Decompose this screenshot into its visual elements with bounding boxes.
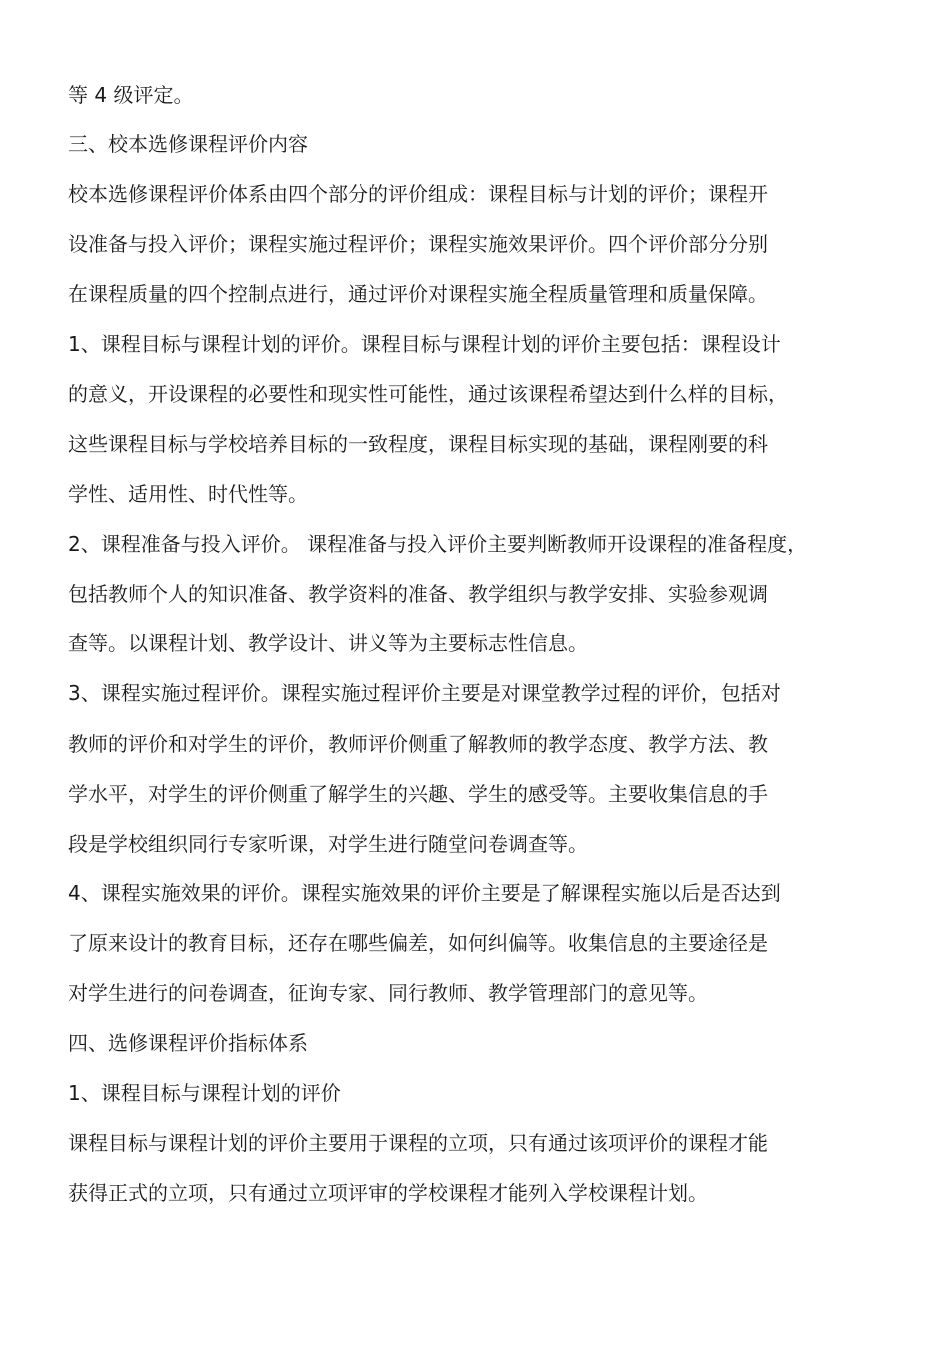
text-line-13: 3、课程实施过程评价。课程实施过程评价主要是对课堂教学过程的评价，包括对 [68,681,781,705]
section-heading-4: 四、选修课程评价指标体系 [68,1031,308,1055]
text-line-15: 学水平，对学生的评价侧重了解学生的兴趣、学生的感受等。主要收集信息的手 [68,782,768,806]
text-line-12: 查等。以课程计划、教学设计、讲义等为主要标志性信息。 [68,631,588,655]
text-line-16: 段是学校组织同行专家听课，对学生进行随堂问卷调查等。 [68,832,588,856]
text-line-19: 对学生进行的问卷调查，征询专家、同行教师、教学管理部门的意见等。 [68,981,708,1005]
text-line-9: 学性、适用性、时代性等。 [68,482,308,506]
text-line-1: 等 4 级评定。 [68,83,194,107]
text-line-11: 包括教师个人的知识准备、教学资料的准备、教学组织与教学安排、实验参观调 [68,582,768,606]
text-line-6: 1、课程目标与课程计划的评价。课程目标与课程计划的评价主要包括：课程设计 [68,332,781,356]
subheading-1: 1、课程目标与课程计划的评价 [68,1081,341,1105]
text-line-10: 2、课程准备与投入评价。 课程准备与投入评价主要判断教师开设课程的准备程度， [68,532,808,556]
text-line-3: 校本选修课程评价体系由四个部分的评价组成：课程目标与计划的评价；课程开 [68,182,768,206]
text-line-22: 课程目标与课程计划的评价主要用于课程的立项，只有通过该项评价的课程才能 [68,1131,768,1155]
text-line-4: 设准备与投入评价；课程实施过程评价；课程实施效果评价。四个评价部分分别 [68,232,768,256]
text-line-23: 获得正式的立项，只有通过立项评审的学校课程才能列入学校课程计划。 [68,1181,708,1205]
text-line-17: 4、课程实施效果的评价。课程实施效果的评价主要是了解课程实施以后是否达到 [68,881,781,905]
text-line-7: 的意义，开设课程的必要性和现实性可能性，通过该课程希望达到什么样的目标， [68,382,788,406]
text-line-8: 这些课程目标与学校培养目标的一致程度，课程目标实现的基础，课程刚要的科 [68,432,768,456]
text-line-14: 教师的评价和对学生的评价，教师评价侧重了解教师的教学态度、教学方法、教 [68,732,768,756]
section-heading-3: 三、校本选修课程评价内容 [68,132,308,156]
text-line-5: 在课程质量的四个控制点进行，通过评价对课程实施全程质量管理和质量保障。 [68,282,768,306]
text-line-18: 了原来设计的教育目标，还存在哪些偏差，如何纠偏等。收集信息的主要途径是 [68,931,768,955]
